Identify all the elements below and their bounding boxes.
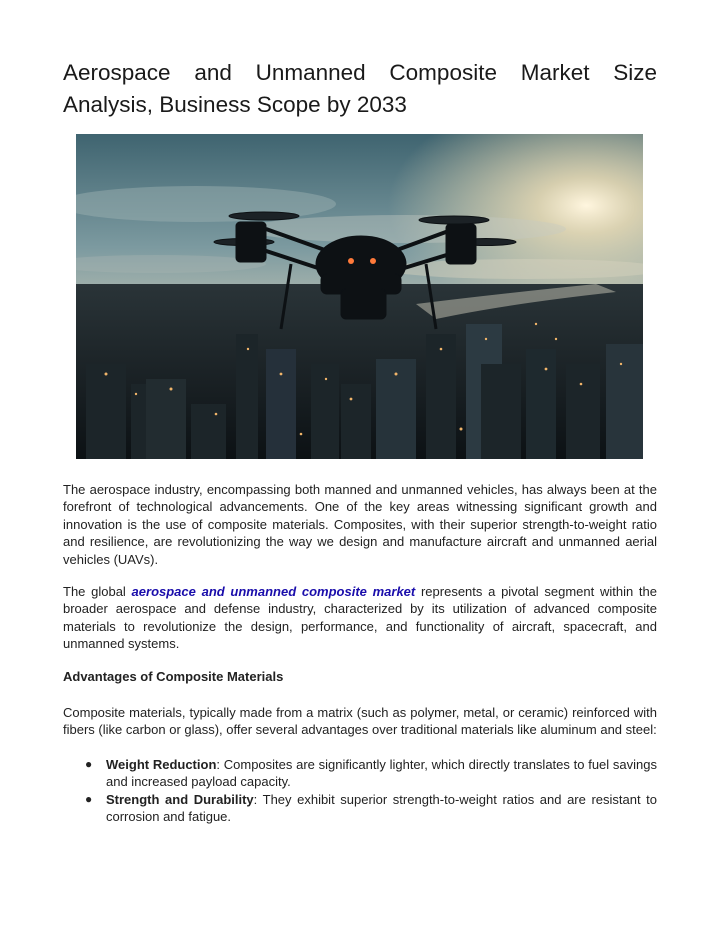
list-item <box>63 791 657 826</box>
market-text-before: The global <box>63 584 132 599</box>
market-link[interactable]: aerospace and unmanned composite market <box>131 584 416 599</box>
advantages-list <box>63 756 657 826</box>
list-item-term: Weight Reduction <box>106 757 217 772</box>
market-text-after: represents a pivotal segment within the broader aerospace and defense industry, characterized by its utilization of advanced composite materials to revolutionize the design, performance, and functionality of aircraft, spacecraft, and unmanned systems. <box>63 584 657 652</box>
advantages-heading: Advantages of Composite Materials <box>63 669 284 684</box>
market-paragraph <box>63 583 657 653</box>
bullet-icon: ● <box>85 757 93 771</box>
hero-image-drone-city <box>76 134 643 459</box>
list-item-text: : Composites are significantly lighter, which directly translates to fuel savings and increased payload capacity. <box>106 757 657 790</box>
advantages-intro: Composite materials, typically made from a matrix (such as polymer, metal, or ceramic) reinforced with fibers (like carbon or glass), offer several advantages over traditional materials like aluminum and steel: <box>63 705 657 738</box>
page-title: Aerospace and Unmanned Composite Market Size Analysis, Business Scope by 2033 <box>63 60 657 117</box>
drone-over-city-illustration <box>76 134 643 459</box>
list-item <box>63 756 657 791</box>
bullet-icon: ● <box>85 791 93 806</box>
list-item-term: Strength and Durability <box>106 791 254 807</box>
intro-paragraph: The aerospace industry, encompassing both manned and unmanned vehicles, has always been at the forefront of technological advancements. One of the key areas witnessing significant growth and innovation is the use of composite materials. Composites, with their superior strength-to-weight ratio and resilience, are revolutionizing the way we design and manufacture aircraft and unmanned aerial vehicles (UAVs). <box>63 482 657 567</box>
list-item-text: : They exhibit superior strength-to-weight ratios and are resistant to corrosion and fatigue. <box>106 791 657 825</box>
